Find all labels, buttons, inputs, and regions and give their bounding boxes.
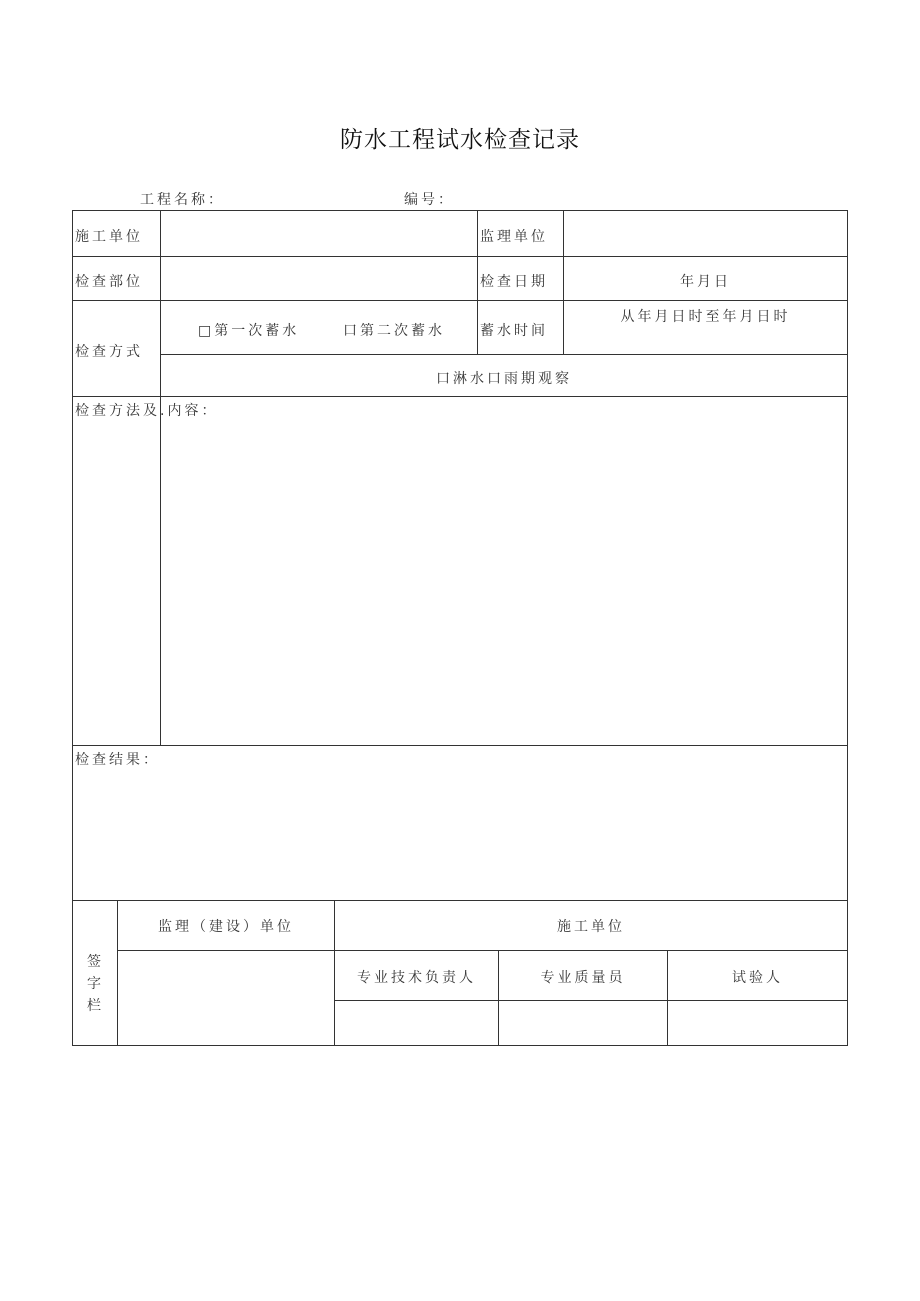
column-divider xyxy=(498,950,499,1045)
storage-time-value: 从年月日时至年月日时 xyxy=(620,309,791,325)
row-divider xyxy=(73,256,847,257)
tech-lead-label: 专业技术负责人 xyxy=(357,970,476,986)
row-divider xyxy=(73,396,847,397)
project-name-label: 工程名称： xyxy=(140,192,225,208)
second-storage-option: 口第二次蓄水 xyxy=(343,323,445,339)
column-divider xyxy=(477,211,478,354)
construction-signature-label: 施工单位 xyxy=(557,919,625,935)
supervision-unit-label: 监理单位 xyxy=(480,229,548,245)
result-label: 检查结果： xyxy=(75,752,160,768)
column-divider xyxy=(160,211,161,745)
other-observation-options: 口淋水口雨期观察 xyxy=(436,371,572,387)
quality-officer-label: 专业质量员 xyxy=(540,970,626,986)
number-label: 编号： xyxy=(404,192,455,208)
row-divider xyxy=(117,950,847,951)
row-divider xyxy=(334,1000,847,1001)
inspection-date-value: 年月日 xyxy=(680,274,731,290)
method-content-label: 检查方法及.内容： xyxy=(75,403,219,419)
inspection-date-label: 检查日期 xyxy=(480,274,548,290)
construction-unit-label: 施工单位 xyxy=(75,229,143,245)
row-divider xyxy=(73,900,847,901)
inspection-part-label: 检查部位 xyxy=(75,274,143,290)
row-divider xyxy=(73,300,847,301)
inspection-form-table xyxy=(72,210,848,1046)
inspection-method-label: 检查方式 xyxy=(75,344,143,360)
supervision-signature-label: 监理（建设）单位 xyxy=(158,919,294,935)
column-divider xyxy=(667,950,668,1045)
page-title: 防水工程试水检查记录 xyxy=(340,127,580,153)
storage-time-label: 蓄水时间 xyxy=(480,323,548,339)
first-storage-option: □第一次蓄水 xyxy=(198,323,300,339)
row-divider xyxy=(73,745,847,746)
signature-section-text: 签字栏 xyxy=(87,954,103,1014)
tester-label: 试验人 xyxy=(732,970,783,986)
row-divider xyxy=(160,354,847,355)
signature-section-label xyxy=(73,951,117,1017)
